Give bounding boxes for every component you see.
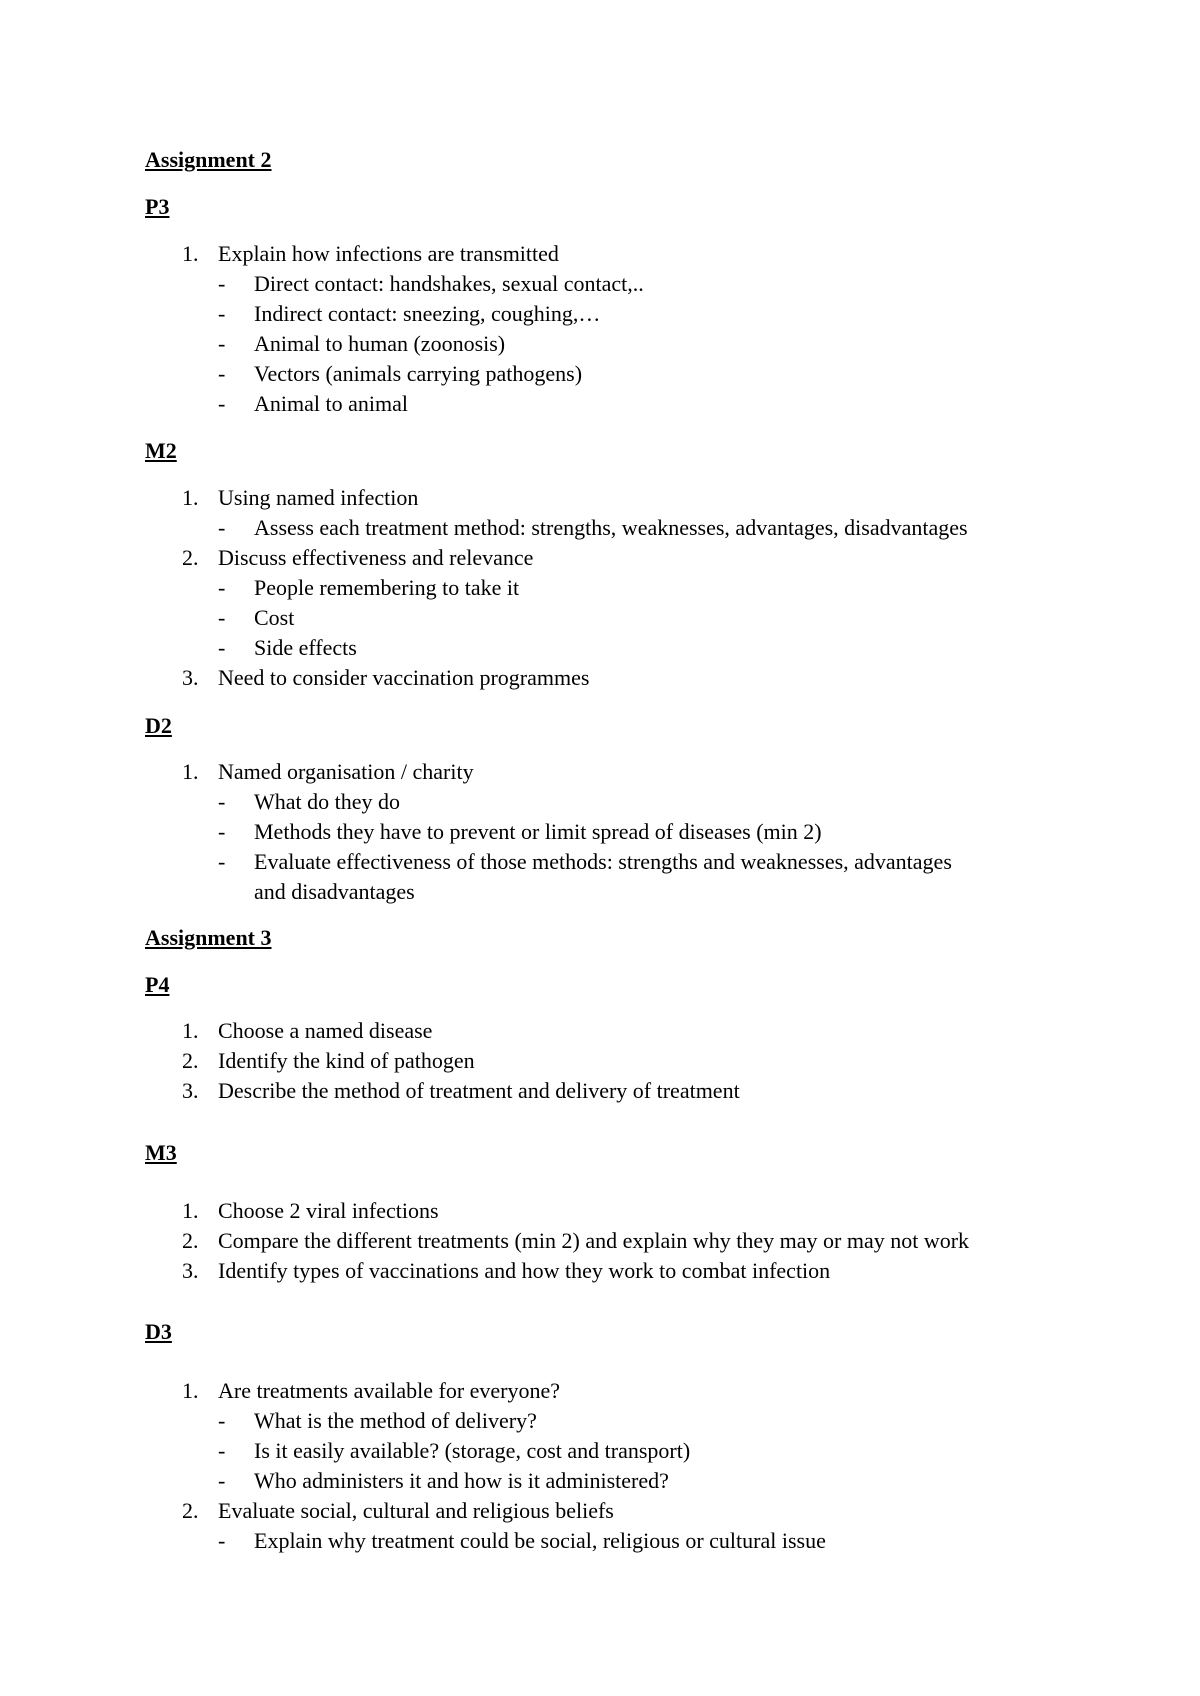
list-text: Are treatments available for everyone?: [218, 1378, 561, 1403]
list-number: 1.: [182, 1198, 199, 1223]
list-item: [182, 1077, 740, 1105]
d3-heading: D3: [145, 1319, 172, 1344]
list-item: [182, 1497, 614, 1525]
m2-heading: M2: [145, 438, 177, 463]
list-text: Identify types of vaccinations and how they work to combat infection: [218, 1258, 831, 1283]
list-item: [182, 1017, 433, 1045]
list-text: Describe the method of treatment and delivery of treatment: [218, 1078, 740, 1103]
list-number: 1.: [182, 241, 199, 266]
list-number: 1.: [182, 759, 199, 784]
list-text: Identify the kind of pathogen: [218, 1048, 475, 1073]
list-number: 2.: [182, 1228, 199, 1253]
list-item: [182, 1257, 831, 1285]
list-item: [182, 544, 534, 572]
list-item: [182, 664, 590, 692]
list-item: [182, 1377, 561, 1405]
list-number: 2.: [182, 1498, 199, 1523]
list-text: Discuss effectiveness and relevance: [218, 545, 534, 570]
assignment-2-title: Assignment 2: [145, 147, 272, 172]
list-item: [182, 1197, 439, 1225]
list-text: Using named infection: [218, 485, 419, 510]
list-text: Explain how infections are transmitted: [218, 241, 559, 266]
list-item: [182, 758, 474, 786]
list-text: Choose a named disease: [218, 1018, 433, 1043]
list-text: Named organisation / charity: [218, 759, 474, 784]
list-number: 1.: [182, 485, 199, 510]
list-number: 3.: [182, 665, 199, 690]
list-item: [182, 1227, 970, 1255]
list-number: 2.: [182, 545, 199, 570]
list-item: [182, 484, 419, 512]
list-text: Evaluate social, cultural and religious beliefs: [218, 1498, 614, 1523]
list-item: [182, 240, 559, 268]
assignment-3-title: Assignment 3: [145, 925, 272, 950]
list-number: 1.: [182, 1018, 199, 1043]
list-number: 3.: [182, 1258, 199, 1283]
document-page: Assignment 2 P3 1. Explain how infections are transmitted - Direct contact: handshakes, sexual contact,.. - Indirect contact: sneezing, coughing,… - Animal to human (zoonosis) - Vectors (animals carrying pathogens) - Animal to animal M2 1. Using named infection - Assess each treatment method: strengths, weaknesses, advantages, disadvantages 2. Discuss effectiveness and relevance - People remembering to take it - Cost - Side effects 3. Need to consider vaccination programmes D2 1. Named organisation / charity - What do they do - Methods they have to prevent or limit spread of diseases (min 2) - Evaluate effectiveness of those methods: strengths and weaknesses, advantages and disadvantages Assignment 3 P4 1. Choose a named disease 2. Identify the kind of pathogen 3. Describe the method of treatment and delivery of treatment M3 1. Choose 2 viral infections 2. Compare the different treatments (min 2) and explain why they may or may not work 3. Identify types of vaccinations and how they work to combat infection D3 1. Are treatments available for everyone? - What is the method of delivery? - Is it easily available? (storage, cost and transport) - Who administers it and how is it administered? 2. Evaluate social, cultural and religious beliefs - Explain why treatment could be social, religious or cultural issue: [145, 147, 970, 1553]
d2-heading: D2: [145, 713, 172, 738]
list-item: [182, 1047, 475, 1075]
list-text: Choose 2 viral infections: [218, 1198, 439, 1223]
list-number: 1.: [182, 1378, 199, 1403]
bullet-continuation: and disadvantages: [254, 879, 415, 904]
list-text: Need to consider vaccination programmes: [218, 665, 590, 690]
list-text: Compare the different treatments (min 2) and explain why they may or may not work: [218, 1228, 970, 1253]
list-number: 2.: [182, 1048, 199, 1073]
m3-heading: M3: [145, 1140, 177, 1165]
p4-heading: P4: [145, 972, 170, 997]
p3-heading: P3: [145, 194, 170, 219]
list-number: 3.: [182, 1078, 199, 1103]
